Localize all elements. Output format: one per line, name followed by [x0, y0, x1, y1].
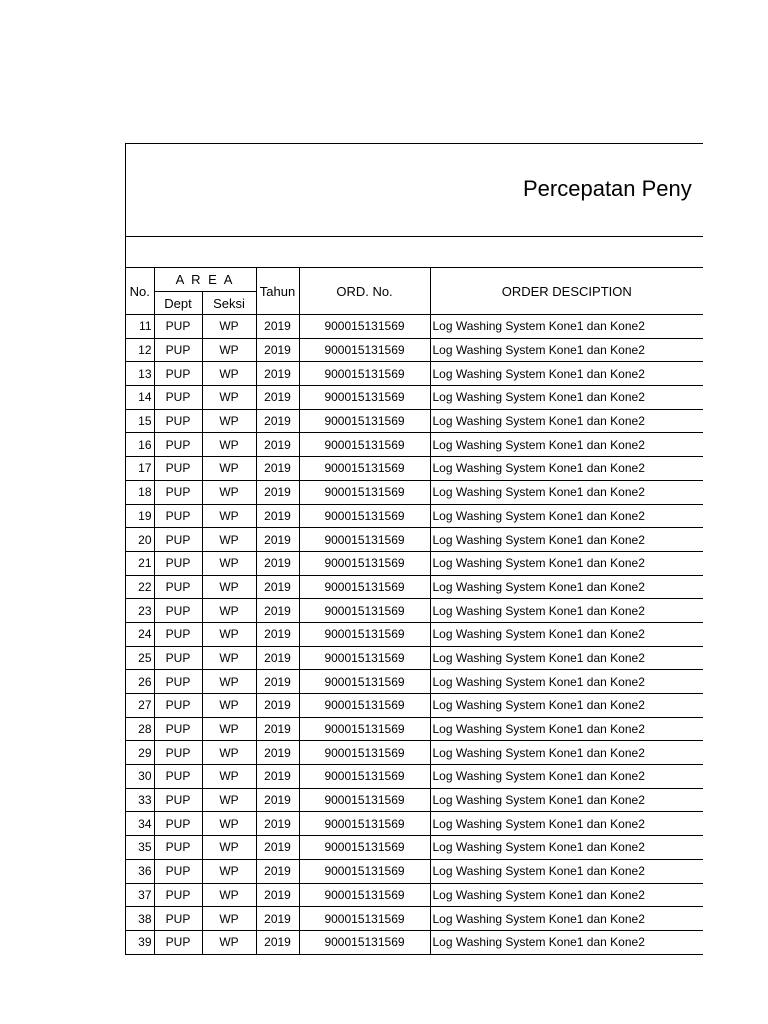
- cell-order-description: Log Washing System Kone1 dan Kone2: [430, 362, 703, 386]
- cell-no: 33: [126, 788, 154, 812]
- cell-no: 28: [126, 717, 154, 741]
- cell-order-description: Log Washing System Kone1 dan Kone2: [430, 836, 703, 860]
- cell-seksi: WP: [202, 907, 256, 931]
- cell-ord-no: 900015131569: [299, 907, 430, 931]
- cell-no: 27: [126, 694, 154, 718]
- cell-dept: PUP: [154, 741, 202, 765]
- cell-seksi: WP: [202, 504, 256, 528]
- cell-no: 14: [126, 386, 154, 410]
- cell-ord-no: 900015131569: [299, 457, 430, 481]
- cell-tahun: 2019: [256, 433, 299, 457]
- cell-no: 19: [126, 504, 154, 528]
- cell-tahun: 2019: [256, 457, 299, 481]
- cell-order-description: Log Washing System Kone1 dan Kone2: [430, 741, 703, 765]
- cell-no: 29: [126, 741, 154, 765]
- cell-tahun: 2019: [256, 836, 299, 860]
- cell-order-description: Log Washing System Kone1 dan Kone2: [430, 907, 703, 931]
- cell-tahun: 2019: [256, 859, 299, 883]
- cell-dept: PUP: [154, 528, 202, 552]
- cell-seksi: WP: [202, 409, 256, 433]
- cell-ord-no: 900015131569: [299, 599, 430, 623]
- cell-seksi: WP: [202, 386, 256, 410]
- cell-seksi: WP: [202, 528, 256, 552]
- cell-order-description: Log Washing System Kone1 dan Kone2: [430, 765, 703, 789]
- table-row: [126, 883, 703, 907]
- cell-tahun: 2019: [256, 646, 299, 670]
- cell-ord-no: 900015131569: [299, 480, 430, 504]
- cell-no: 15: [126, 409, 154, 433]
- cell-seksi: WP: [202, 765, 256, 789]
- cell-seksi: WP: [202, 670, 256, 694]
- cell-dept: PUP: [154, 788, 202, 812]
- cell-ord-no: 900015131569: [299, 409, 430, 433]
- cell-tahun: 2019: [256, 788, 299, 812]
- header-ord-no: ORD. No.: [299, 268, 430, 315]
- cell-order-description: Log Washing System Kone1 dan Kone2: [430, 717, 703, 741]
- cell-seksi: WP: [202, 315, 256, 339]
- cell-order-description: Log Washing System Kone1 dan Kone2: [430, 457, 703, 481]
- cell-ord-no: 900015131569: [299, 575, 430, 599]
- cell-order-description: Log Washing System Kone1 dan Kone2: [430, 622, 703, 646]
- cell-order-description: Log Washing System Kone1 dan Kone2: [432, 935, 645, 950]
- table-row: [126, 765, 703, 789]
- cell-seksi: WP: [202, 338, 256, 362]
- cell-seksi: WP: [202, 457, 256, 481]
- cell-no: 21: [126, 551, 154, 575]
- cell-dept: PUP: [154, 883, 202, 907]
- table-row: [126, 694, 703, 718]
- cell-order-description: Log Washing System Kone1 dan Kone2: [430, 551, 703, 575]
- table-row: [126, 859, 703, 883]
- cell-seksi: WP: [202, 741, 256, 765]
- cell-dept: PUP: [154, 599, 202, 623]
- cell-order-description: Log Washing System Kone1 dan Kone2: [430, 670, 703, 694]
- cell-seksi: WP: [202, 812, 256, 836]
- cell-order-description: Log Washing System Kone1 dan Kone2: [430, 409, 703, 433]
- cell-tahun: 2019: [256, 765, 299, 789]
- table-row: [126, 717, 703, 741]
- cell-ord-no: 900015131569: [299, 622, 430, 646]
- cell-no: 12: [126, 338, 154, 362]
- cell-tahun: 2019: [256, 504, 299, 528]
- cell-tahun: 2019: [256, 315, 299, 339]
- table-row: [126, 315, 703, 339]
- header-no: No.: [126, 268, 154, 315]
- table-body: [126, 315, 703, 954]
- table-row: [126, 409, 703, 433]
- cell-ord-no: 900015131569: [299, 765, 430, 789]
- cell-no: 39: [126, 930, 154, 953]
- table-row: [126, 907, 703, 931]
- table-row: [126, 528, 703, 552]
- cell-order-description: Log Washing System Kone1 dan Kone2: [430, 883, 703, 907]
- cell-ord-no: 900015131569: [299, 859, 430, 883]
- cell-no: 26: [126, 670, 154, 694]
- cell-dept: PUP: [154, 433, 202, 457]
- table-header: [126, 268, 703, 315]
- cell-dept: PUP: [154, 575, 202, 599]
- cell-tahun: 2019: [256, 528, 299, 552]
- cell-ord-no: 900015131569: [299, 741, 430, 765]
- cell-ord-no: 900015131569: [299, 338, 430, 362]
- cell-seksi: WP: [202, 836, 256, 860]
- cell-ord-no: 900015131569: [299, 930, 430, 953]
- cell-dept: PUP: [154, 457, 202, 481]
- cell-order-description: Log Washing System Kone1 dan Kone2: [430, 575, 703, 599]
- cell-dept: PUP: [154, 646, 202, 670]
- table-row: [126, 788, 703, 812]
- cell-ord-no: 900015131569: [299, 528, 430, 552]
- table-row: [126, 836, 703, 860]
- table-row: [126, 457, 703, 481]
- cell-no: 30: [126, 765, 154, 789]
- cell-tahun: 2019: [256, 694, 299, 718]
- cell-no: 22: [126, 575, 154, 599]
- table-row: [126, 812, 703, 836]
- cell-tahun: 2019: [256, 883, 299, 907]
- cell-order-description: Log Washing System Kone1 dan Kone2: [430, 504, 703, 528]
- table-row: [126, 338, 703, 362]
- table-row: [126, 362, 703, 386]
- table-row: [126, 551, 703, 575]
- cell-ord-no: 900015131569: [299, 836, 430, 860]
- cell-seksi: WP: [202, 930, 256, 953]
- cell-dept: PUP: [154, 812, 202, 836]
- table-row: [126, 386, 703, 410]
- cell-ord-no: 900015131569: [299, 315, 430, 339]
- order-table: [126, 268, 703, 954]
- cell-no: 38: [126, 907, 154, 931]
- table-row: [126, 741, 703, 765]
- table-row: [126, 480, 703, 504]
- cell-tahun: 2019: [256, 409, 299, 433]
- cell-tahun: 2019: [256, 575, 299, 599]
- cell-order-description: Log Washing System Kone1 dan Kone2: [430, 338, 703, 362]
- cell-no: 13: [126, 362, 154, 386]
- cell-seksi: WP: [202, 622, 256, 646]
- cell-tahun: 2019: [256, 599, 299, 623]
- cell-seksi: WP: [202, 362, 256, 386]
- header-order-description: ORDER DESCIPTION: [430, 268, 703, 315]
- blank-row: [126, 237, 703, 268]
- document-title: Percepatan Peny: [523, 176, 692, 201]
- cell-order-description: Log Washing System Kone1 dan Kone2: [430, 599, 703, 623]
- cell-ord-no: 900015131569: [299, 670, 430, 694]
- cell-dept: PUP: [154, 717, 202, 741]
- table-row: [126, 622, 703, 646]
- cell-ord-no: 900015131569: [299, 646, 430, 670]
- cell-no: 36: [126, 859, 154, 883]
- header-seksi: Seksi: [202, 292, 256, 315]
- cell-no: 34: [126, 812, 154, 836]
- cell-tahun: 2019: [256, 622, 299, 646]
- cell-dept: PUP: [154, 504, 202, 528]
- cell-no: 25: [126, 646, 154, 670]
- cell-no: 18: [126, 480, 154, 504]
- cell-order-description: Log Washing System Kone1 dan Kone2: [430, 386, 703, 410]
- cell-ord-no: 900015131569: [299, 883, 430, 907]
- cell-seksi: WP: [202, 646, 256, 670]
- cell-order-description: Log Washing System Kone1 dan Kone2: [430, 480, 703, 504]
- cell-order-description: Log Washing System Kone1 dan Kone2: [430, 694, 703, 718]
- cell-order-description: Log Washing System Kone1 dan Kone2: [430, 315, 703, 339]
- table-row: [126, 599, 703, 623]
- cell-seksi: WP: [202, 551, 256, 575]
- cell-tahun: 2019: [256, 741, 299, 765]
- cell-tahun: 2019: [256, 930, 299, 953]
- cell-dept: PUP: [154, 694, 202, 718]
- cell-dept: PUP: [154, 622, 202, 646]
- cell-seksi: WP: [202, 575, 256, 599]
- header-tahun: Tahun: [256, 268, 299, 315]
- cell-ord-no: 900015131569: [299, 386, 430, 410]
- cell-ord-no: 900015131569: [299, 551, 430, 575]
- cell-dept: PUP: [154, 551, 202, 575]
- cell-ord-no: 900015131569: [299, 433, 430, 457]
- table-row: [126, 646, 703, 670]
- cell-tahun: 2019: [256, 717, 299, 741]
- header-area: A R E A: [154, 268, 256, 292]
- cell-dept: PUP: [154, 930, 202, 953]
- title-block: [126, 144, 703, 237]
- cell-order-description: Log Washing System Kone1 dan Kone2: [430, 646, 703, 670]
- cell-order-description: Log Washing System Kone1 dan Kone2: [430, 528, 703, 552]
- cell-seksi: WP: [202, 859, 256, 883]
- cell-order-description: Log Washing System Kone1 dan Kone2: [430, 812, 703, 836]
- cell-seksi: WP: [202, 599, 256, 623]
- header-dept: Dept: [154, 292, 202, 315]
- cell-no: 35: [126, 836, 154, 860]
- cell-tahun: 2019: [256, 386, 299, 410]
- cell-dept: PUP: [154, 765, 202, 789]
- spreadsheet-page: [125, 143, 703, 955]
- cell-seksi: WP: [202, 788, 256, 812]
- cell-dept: PUP: [154, 386, 202, 410]
- cell-dept: PUP: [154, 859, 202, 883]
- cell-tahun: 2019: [256, 551, 299, 575]
- table-row: [126, 670, 703, 694]
- cell-seksi: WP: [202, 480, 256, 504]
- cell-order-description: Log Washing System Kone1 dan Kone2: [430, 859, 703, 883]
- cell-ord-no: 900015131569: [299, 812, 430, 836]
- cell-ord-no: 900015131569: [299, 788, 430, 812]
- cell-dept: PUP: [154, 362, 202, 386]
- cell-tahun: 2019: [256, 812, 299, 836]
- cell-tahun: 2019: [256, 362, 299, 386]
- cell-dept: PUP: [154, 315, 202, 339]
- cell-no: 23: [126, 599, 154, 623]
- table-row: [126, 504, 703, 528]
- cell-no: 16: [126, 433, 154, 457]
- cell-no: 24: [126, 622, 154, 646]
- cell-dept: PUP: [154, 907, 202, 931]
- cell-tahun: 2019: [256, 907, 299, 931]
- cell-dept: PUP: [154, 670, 202, 694]
- cell-dept: PUP: [154, 409, 202, 433]
- cell-dept: PUP: [154, 338, 202, 362]
- table-row: [126, 433, 703, 457]
- cell-seksi: WP: [202, 717, 256, 741]
- cell-no: 37: [126, 883, 154, 907]
- cell-tahun: 2019: [256, 480, 299, 504]
- cell-seksi: WP: [202, 883, 256, 907]
- cell-ord-no: 900015131569: [299, 362, 430, 386]
- cell-no: 20: [126, 528, 154, 552]
- cell-seksi: WP: [202, 694, 256, 718]
- cell-no: 11: [126, 315, 154, 339]
- cell-seksi: WP: [202, 433, 256, 457]
- table-row: [126, 930, 703, 953]
- cell-dept: PUP: [154, 480, 202, 504]
- cell-no: 17: [126, 457, 154, 481]
- cell-order-description: Log Washing System Kone1 dan Kone2: [430, 433, 703, 457]
- cell-order-description: Log Washing System Kone1 dan Kone2: [430, 788, 703, 812]
- cell-tahun: 2019: [256, 338, 299, 362]
- cell-ord-no: 900015131569: [299, 504, 430, 528]
- table-row: [126, 575, 703, 599]
- cell-ord-no: 900015131569: [299, 694, 430, 718]
- cell-ord-no: 900015131569: [299, 717, 430, 741]
- cell-tahun: 2019: [256, 670, 299, 694]
- cell-dept: PUP: [154, 836, 202, 860]
